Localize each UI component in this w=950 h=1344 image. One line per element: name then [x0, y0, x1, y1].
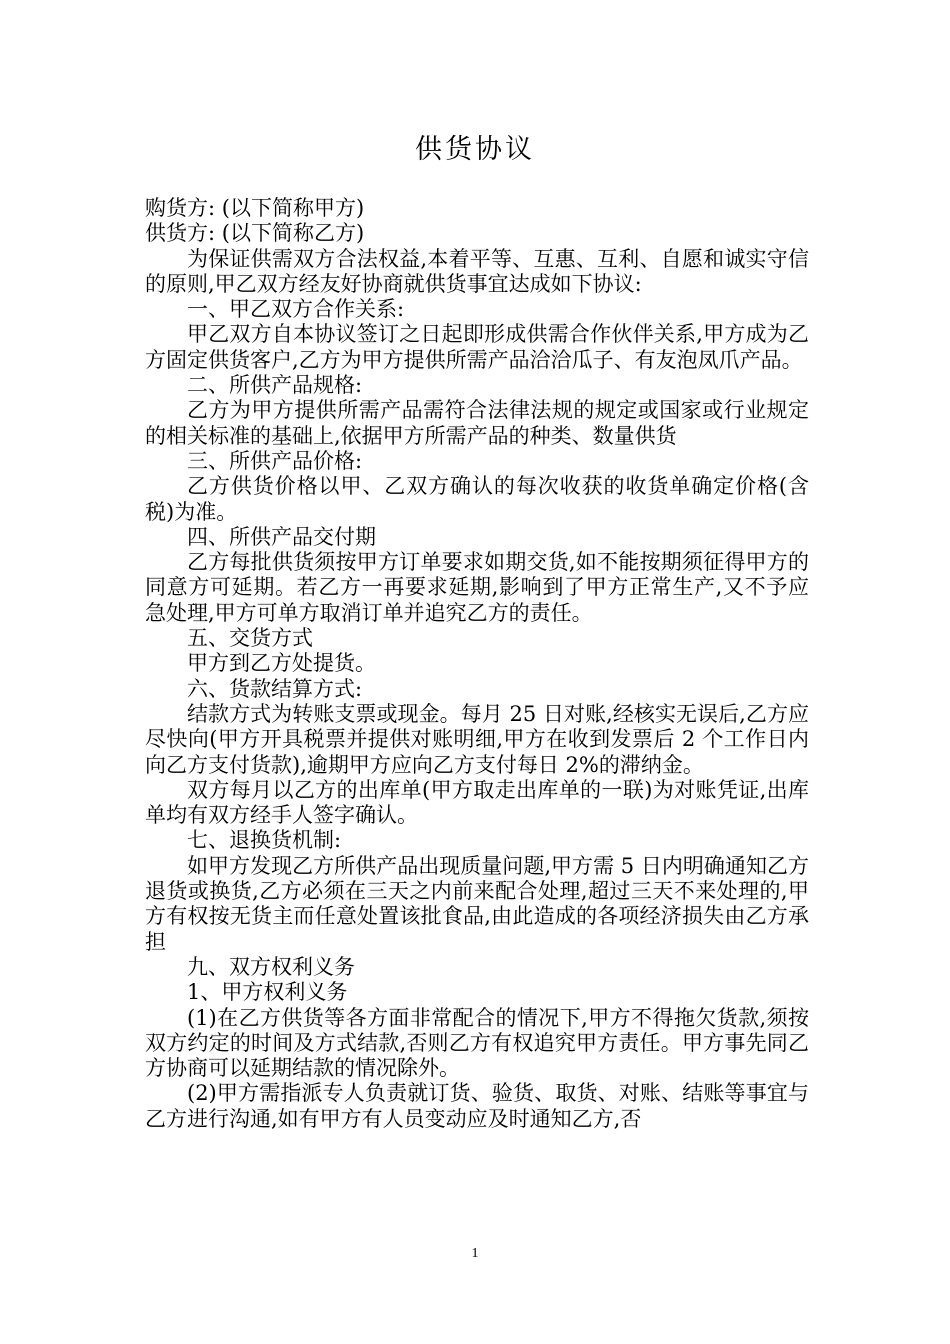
paragraph: 甲方到乙方处提货。: [187, 651, 376, 676]
paragraph: (2)甲方需指派专人负责就订货、验货、取货、对账、结账等事宜与乙方进行沟通,如有甲方有人员变动应及时通知乙方,否: [145, 1081, 809, 1131]
paragraph: 购货方: (以下简称甲方): [145, 196, 365, 220]
paragraph: 双方每月以乙方的出库单(甲方取走出库单的一联)为对账凭证,出库单均有双方经手人签字确认。: [145, 777, 809, 828]
page-number: 1: [471, 1246, 479, 1261]
paragraph: 二、所供产品规格:: [187, 373, 363, 398]
paragraph: 六、货款结算方式:: [187, 676, 363, 701]
paragraph: 供货方: (以下简称乙方): [145, 221, 365, 246]
paragraph: 一、甲乙双方合作关系:: [187, 297, 405, 322]
paragraph: 结款方式为转账支票或现金。每月 25 日对账,经核实无误后,乙方应尽快向(甲方开具税票并提供对账明细,甲方在收到发票后 2 个工作日内向乙方支付货款),逾期甲方应向乙方支付每日 2%的滞纳金。: [145, 701, 809, 777]
paragraph: 乙方每批供货须按甲方订单要求如期交货,如不能按期须征得甲方的同意方可延期。若乙方一再要求延期,影响到了甲方正常生产,又不予应急处理,甲方可单方取消订单并追究乙方的责任。: [145, 550, 809, 625]
paragraph: 九、双方权利义务: [187, 954, 355, 979]
paragraph: (1)在乙方供货等各方面非常配合的情况下,甲方不得拖欠货款,须按双方约定的时间及方式结款,否则乙方有权追究甲方责任。甲方事先同乙方协商可以延期结款的情况除外。: [145, 1005, 809, 1081]
paragraph: 甲乙双方自本协议签订之日起即形成供需合作伙伴关系,甲方成为乙方固定供货客户,乙方为甲方提供所需产品洽洽瓜子、有友泡凤爪产品。: [145, 322, 809, 372]
paragraph: 五、交货方式: [187, 626, 313, 651]
paragraph: 三、所供产品价格:: [187, 448, 363, 473]
paragraph: 七、退换货机制:: [187, 828, 342, 853]
paragraph: 为保证供需双方合法权益,本着平等、互惠、互利、自愿和诚实守信的原则,甲乙双方经友好协商就供货事宜达成如下协议:: [145, 246, 809, 296]
paragraph: 乙方供货价格以甲、乙双方确认的每次收获的收货单确定价格(含税)为准。: [145, 474, 809, 524]
paragraph: 1、甲方权利义务: [187, 980, 348, 1005]
document-title: 供货协议: [415, 134, 535, 165]
paragraph: 乙方为甲方提供所需产品需符合法律法规的规定或国家或行业规定的相关标准的基础上,依据甲方所需产品的种类、数量供货: [145, 398, 809, 448]
document-body: [145, 196, 809, 1132]
paragraph: 如甲方发现乙方所供产品出现质量问题,甲方需 5 日内明确通知乙方退货或换货,乙方必须在三天之内前来配合处理,超过三天不来处理的,甲方有权按无货主而任意处置该批食品,由此造成的各项经济损失由乙方承担: [145, 853, 809, 954]
paragraph: 四、所供产品交付期: [187, 524, 376, 549]
